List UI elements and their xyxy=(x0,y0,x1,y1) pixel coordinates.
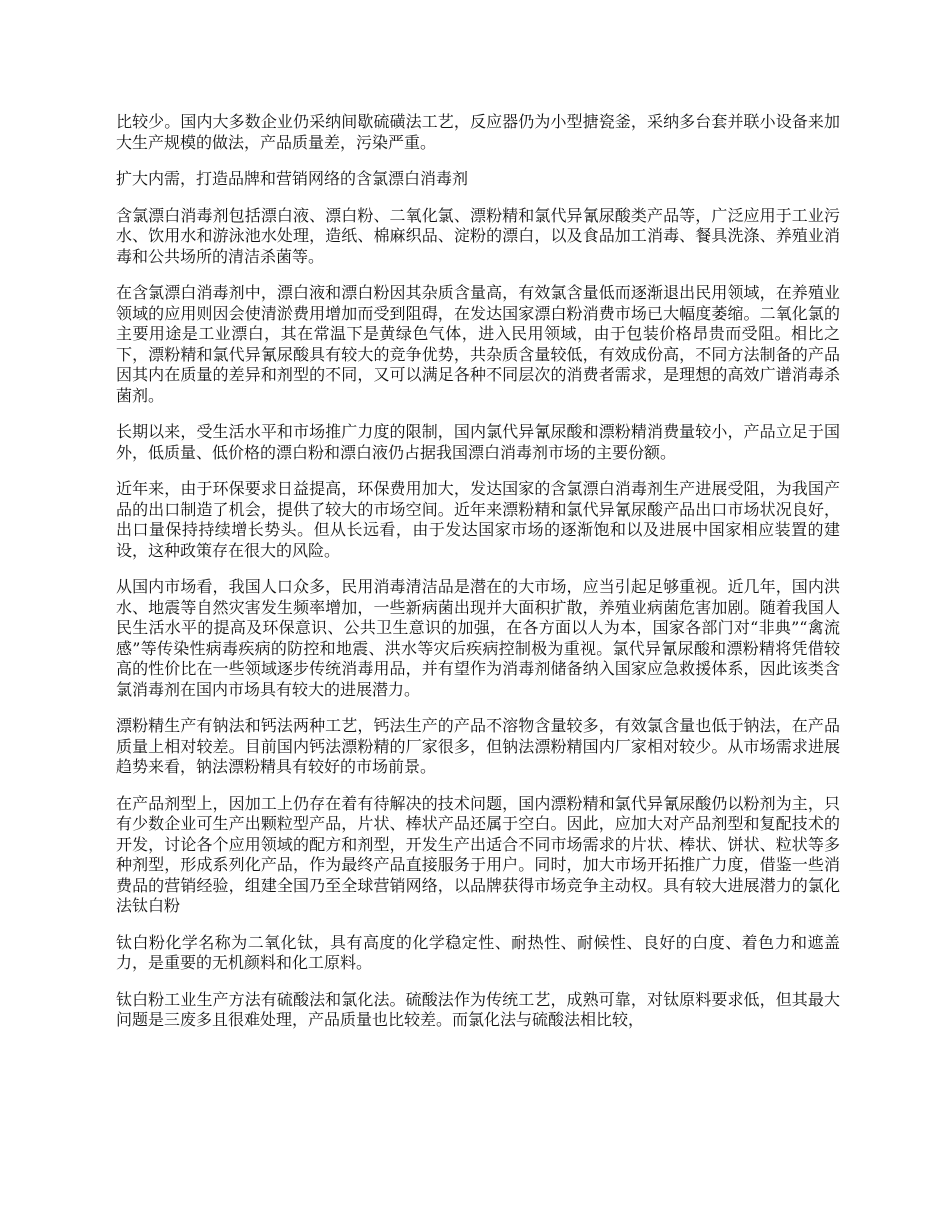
paragraph-9: 在产品剂型上，因加工上仍存在着有待解决的技术问题，国内漂粉精和氯代异氰尿酸仍以粉剂为主，只有少数企业可生产出颗粒型产品，片状、棒状产品还属于空白。因此，应加大对产品剂型和复配技术的开发，讨论各个应用领域的配方和剂型，开发生产出适合不同市场需求的片状、棒状、饼状、粒状等多种剂型，形成系列化产品，作为最终产品直接服务于用户。同时，加大市场开拓推广力度，借鉴一些消费品的营销经验，组建全国乃至全球营销网络，以品牌获得市场竞争主动权。具有较大进展潜力的氯化法钛白粉 xyxy=(116,793,840,915)
paragraph-8: 漂粉精生产有钠法和钙法两种工艺，钙法生产的产品不溶物含量较多，有效氯含量也低于钠法，在产品质量上相对较差。目前国内钙法漂粉精的厂家很多，但钠法漂粉精国内厂家相对较少。从市场需求进展趋势来看，钠法漂粉精具有较好的市场前景。 xyxy=(116,716,840,776)
paragraph-10: 钛白粉化学名称为二氧化钛，具有高度的化学稳定性、耐热性、耐候性、良好的白度、着色力和遮盖力，是重要的无机颜料和化工原料。 xyxy=(116,932,840,972)
paragraph-7: 从国内市场看，我国人口众多，民用消毒清洁品是潜在的大市场，应当引起足够重视。近几年，国内洪水、地震等自然灾害发生频率增加，一些新病菌出现并大面积扩散，养殖业病菌危害加剧。随着我国人民生活水平的提高及环保意识、公共卫生意识的加强，在各方面以人为本，国家各部门对“非典”“禽流感”等传染性病毒疾病的防控和地震、洪水等灾后疾病控制极为重视。氯代异氰尿酸和漂粉精将凭借较高的性价比在一些领域逐步传统消毒用品，并有望作为消毒剂储备纳入国家应急救援体系，因此该类含氯消毒剂在国内市场具有较大的进展潜力。 xyxy=(116,577,840,699)
paragraph-11: 钛白粉工业生产方法有硫酸法和氯化法。硫酸法作为传统工艺，成熟可靠，对钛原料要求低，但其最大问题是三废多且很难处理，产品质量也比较差。而氯化法与硫酸法相比较， xyxy=(116,989,840,1029)
paragraph-6: 近年来，由于环保要求日益提高，环保费用加大，发达国家的含氯漂白消毒剂生产进展受阻，为我国产品的出口制造了机会，提供了较大的市场空间。近年来漂粉精和氯代异氰尿酸产品出口市场状况良好，出口量保持持续增长势头。但从长远看，由于发达国家市场的逐渐饱和以及进展中国家相应装置的建设，这种政策存在很大的风险。 xyxy=(116,479,840,560)
section-heading-chlorine-disinfectant: 扩大内需，打造品牌和营销网络的含氯漂白消毒剂 xyxy=(116,169,469,188)
paragraph-5: 长期以来，受生活水平和市场推广力度的限制，国内氯代异氰尿酸和漂粉精消费量较小，产品立足于国外，低质量、低价格的漂白粉和漂白液仍占据我国漂白消毒剂市场的主要份额。 xyxy=(116,422,840,462)
document-body xyxy=(116,112,840,1047)
paragraph-3: 含氯漂白消毒剂包括漂白液、漂白粉、二氧化氯、漂粉精和氯代异氰尿酸类产品等，广泛应用于工业污水、饮用水和游泳池水处理，造纸、棉麻织品、淀粉的漂白，以及食品加工消毒、餐具洗涤、养殖业消毒和公共场所的清洁杀菌等。 xyxy=(116,205,840,266)
paragraph-4: 在含氯漂白消毒剂中，漂白液和漂白粉因其杂质含量高，有效氯含量低而逐渐退出民用领域，在养殖业领域的应用则因会使清淤费用增加而受到阻碍，在发达国家漂白粉消费市场已大幅度萎缩。二氧化氯的主要用途是工业漂白，其在常温下是黄绿色气体，进入民用领域，由于包装价格昂贵而受阻。相比之下，漂粉精和氯代异氰尿酸具有较大的竞争优势，共杂质含量较低，有效成份高，不同方法制备的产品因其内在质量的差异和剂型的不同，又可以满足各种不同层次的消费者需求，是理想的高效广谱消毒杀菌剂。 xyxy=(116,283,840,405)
paragraph-1: 比较少。国内大多数企业仍采纳间歇硫磺法工艺，反应器仍为小型搪瓷釜，采纳多台套并联小设备来加大生产规模的做法，产品质量差，污染严重。 xyxy=(116,112,840,152)
